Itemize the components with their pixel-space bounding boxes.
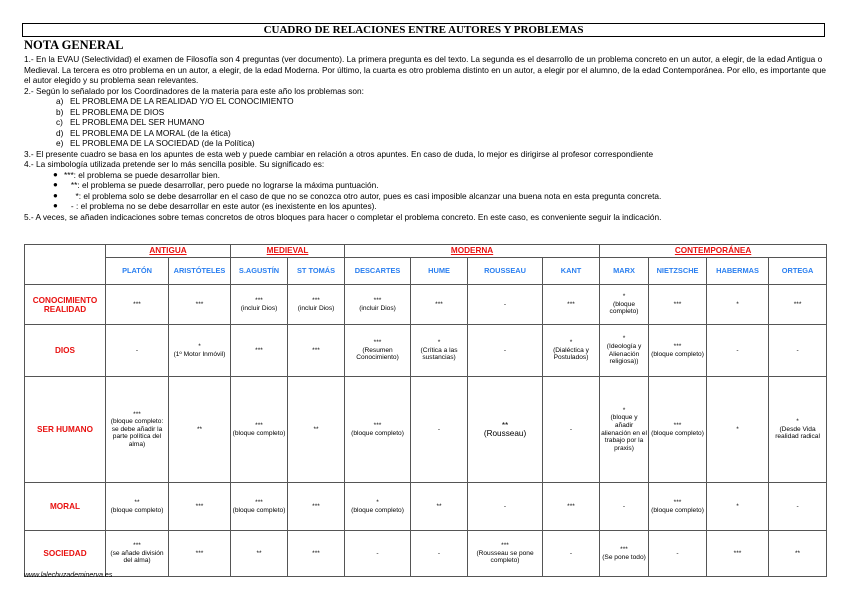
table-cell: *** (Rousseau se pone completo) — [468, 531, 543, 577]
problem-letter: b) — [56, 106, 64, 117]
table-cell: *** — [649, 285, 707, 325]
table-cell: - — [468, 325, 543, 377]
table-cell: ** — [769, 531, 827, 577]
table-cell: *** — [169, 531, 231, 577]
table-cell: - — [600, 483, 649, 531]
notes-section — [24, 54, 829, 222]
problem-text: EL PROBLEMA DE LA REALIDAD Y/O EL CONOCIMIENTO — [70, 96, 294, 106]
table-row — [25, 325, 827, 377]
problem-text: EL PROBLEMA DE DIOS — [70, 106, 165, 117]
problem-text: EL PROBLEMA DE LA SOCIEDAD (de la Política) — [70, 138, 255, 148]
table-cell: *** (incluir Dios) — [345, 285, 411, 325]
table-cell: - — [468, 285, 543, 325]
corner-cell — [25, 245, 106, 285]
bullet-icon: ● — [53, 169, 58, 179]
author-header: ROUSSEAU — [468, 258, 543, 285]
author-header: HUME — [411, 258, 468, 285]
relations-table — [24, 244, 827, 577]
table-row — [25, 285, 827, 325]
table-cell: ** (bloque completo) — [106, 483, 169, 531]
table-cell: *** (Se pone todo) — [600, 531, 649, 577]
table-cell: *** (bloque completo) — [231, 483, 288, 531]
author-header: ORTEGA — [769, 258, 827, 285]
table-row — [25, 483, 827, 531]
problem-row-header: SOCIEDAD — [25, 531, 106, 577]
table-cell: ** — [411, 483, 468, 531]
table-cell: *** (bloque completo) — [649, 325, 707, 377]
nota-general-heading: NOTA GENERAL — [24, 38, 124, 52]
symbol-text: - : el problema no se debe desarrollar en este autor (es inexistente en los apuntes). — [64, 201, 377, 211]
table-cell: * (bloque completo) — [600, 285, 649, 325]
table-cell: *** — [106, 285, 169, 325]
table-cell: *** — [288, 531, 345, 577]
table-cell: * (Desde Vida realidad radical — [769, 377, 827, 483]
table-cell: - — [411, 531, 468, 577]
note-1: 1.- En la EVAU (Selectividad) el examen de Filosofía son 4 preguntas (ver documento). La primera pregunta es del texto. La segunda es el desarrollo de un problema concreto en un autor, a elegir, de la edad Antigua o Medieval. La tercera es otro problema en un autor, a elegir, de la edad Moderna. Por último, la cuarta es otro problema distinto en un autor, a elegir por el alumno, de la edad Contemporánea. Por ello, es importante que el autor elegido y su problema sean relevantes. — [24, 54, 827, 85]
table-cell: * (bloque completo) — [345, 483, 411, 531]
note-3: 3.- El presente cuadro se basa en los apuntes de esta web y puede cambiar en relación a otros apuntes. En caso de duda, lo mejor es dirigirse al profesor correspondiente — [24, 148, 654, 159]
table-cell: * — [707, 285, 769, 325]
table-cell: *** — [169, 483, 231, 531]
problem-row-header: MORAL — [25, 483, 106, 531]
table-cell: *** — [288, 325, 345, 377]
table-cell: ** — [231, 531, 288, 577]
period-header: ANTIGUA — [106, 245, 231, 258]
author-header: KANT — [543, 258, 600, 285]
table-cell: - — [106, 325, 169, 377]
document-title: CUADRO DE RELACIONES ENTRE AUTORES Y PROBLEMAS — [22, 23, 825, 37]
note-4: 4.- La simbología utilizada pretende ser lo más sencilla posible. Su significado es: — [24, 159, 325, 169]
table-cell: *** — [169, 285, 231, 325]
table-cell: ** — [288, 377, 345, 483]
table-row — [25, 531, 827, 577]
symbol-item — [24, 191, 829, 202]
author-header: MARX — [600, 258, 649, 285]
problem-item — [24, 128, 829, 139]
problem-letter: c) — [56, 117, 63, 127]
problems-list — [24, 96, 829, 149]
period-header-row — [25, 245, 827, 258]
table-cell: *** (bloque completo) — [649, 483, 707, 531]
symbols-list — [24, 170, 829, 212]
author-header: ST TOMÁS — [288, 258, 345, 285]
period-header: MEDIEVAL — [231, 245, 345, 258]
table-cell: *** (bloque completo: se debe añadir la parte política del alma) — [106, 377, 169, 483]
author-header: NIETZSCHE — [649, 258, 707, 285]
symbol-item — [24, 201, 829, 212]
symbol-item — [24, 180, 829, 191]
table-cell: *** (Resumen Conocimiento) — [345, 325, 411, 377]
table-cell: - — [769, 325, 827, 377]
table-cell: * — [707, 377, 769, 483]
period-header: MODERNA — [345, 245, 600, 258]
table-cell: *** — [231, 325, 288, 377]
author-header: S.AGUSTÍN — [231, 258, 288, 285]
symbol-text: *: el problema solo se debe desarrollar en el caso de que no se conozca otro autor, pues es casi imposible alcanzar una buena nota en esta pregunta concreta. — [64, 190, 662, 201]
table-cell: - — [468, 483, 543, 531]
footer-website: www.lalechuzademinerva.es — [24, 572, 113, 579]
author-header: HABERMAS — [707, 258, 769, 285]
bullet-icon: ● — [53, 180, 58, 189]
symbol-item — [24, 170, 829, 181]
period-header: CONTEMPORÁNEA — [600, 245, 827, 258]
problem-row-header: DIOS — [25, 325, 106, 377]
author-header: PLATÓN — [106, 258, 169, 285]
table-cell: *** — [288, 483, 345, 531]
table-cell: - — [543, 377, 600, 483]
table-cell: *** — [543, 483, 600, 531]
table-cell: *** (bloque completo) — [231, 377, 288, 483]
problem-row-header: SER HUMANO — [25, 377, 106, 483]
table-cell: * (Crítica a las sustancias) — [411, 325, 468, 377]
table-cell: - — [543, 531, 600, 577]
author-header: DESCARTES — [345, 258, 411, 285]
note-2: 2.- Según lo señalado por los Coordinadores de la materia para este año los problemas son: — [24, 85, 364, 96]
table-cell: *** — [411, 285, 468, 325]
problem-letter: e) — [56, 138, 64, 148]
problem-text: EL PROBLEMA DE LA MORAL (de la ética) — [70, 127, 231, 138]
table-cell: * (Ideología y Alienación religiosa)) — [600, 325, 649, 377]
table-cell: *** (bloque completo) — [345, 377, 411, 483]
table-cell: *** (incluir Dios) — [231, 285, 288, 325]
table-cell: - — [649, 531, 707, 577]
table-cell: *** — [707, 531, 769, 577]
table-cell: - — [769, 483, 827, 531]
problem-letter: d) — [56, 127, 64, 138]
table-cell: * (Dialéctica y Postulados) — [543, 325, 600, 377]
problem-text: EL PROBLEMA DEL SER HUMANO — [70, 117, 205, 127]
author-header-row — [25, 258, 827, 285]
table-cell: * — [707, 483, 769, 531]
table-cell: *** (se añade división del alma) — [106, 531, 169, 577]
table-cell: *** (incluir Dios) — [288, 285, 345, 325]
author-header: ARISTÓTELES — [169, 258, 231, 285]
problem-row-header: CONOCIMIENTO REALIDAD — [25, 285, 106, 325]
note-5: 5.- A veces, se añaden indicaciones sobre temas concretos de otros bloques para hacer o completar el problema concreto. En este caso, es conveniente seguir la indicación. — [24, 211, 662, 222]
problem-item — [24, 107, 829, 118]
table-cell: * (1º Motor Inmóvil) — [169, 325, 231, 377]
problem-item — [24, 117, 829, 128]
table-cell: *** (bloque completo) — [649, 377, 707, 483]
table-cell: - — [345, 531, 411, 577]
problem-letter: a) — [56, 96, 64, 106]
table-cell: - — [411, 377, 468, 483]
table-cell: * (bloque y añadir alienación en el trabajo por la praxis) — [600, 377, 649, 483]
symbol-text: **: el problema se puede desarrollar, pero puede no lograrse la máxima puntuación. — [64, 180, 379, 190]
table-cell: - — [707, 325, 769, 377]
table-cell: ** (Rousseau) — [468, 377, 543, 483]
bullet-icon: ● — [53, 190, 58, 200]
table-row — [25, 377, 827, 483]
bullet-icon: ● — [53, 201, 58, 210]
table-cell: ** — [169, 377, 231, 483]
table-cell: *** — [543, 285, 600, 325]
problem-item — [24, 96, 829, 107]
problem-item — [24, 138, 829, 149]
table-cell: *** — [769, 285, 827, 325]
symbol-text: ***: el problema se puede desarrollar bien. — [64, 169, 220, 180]
